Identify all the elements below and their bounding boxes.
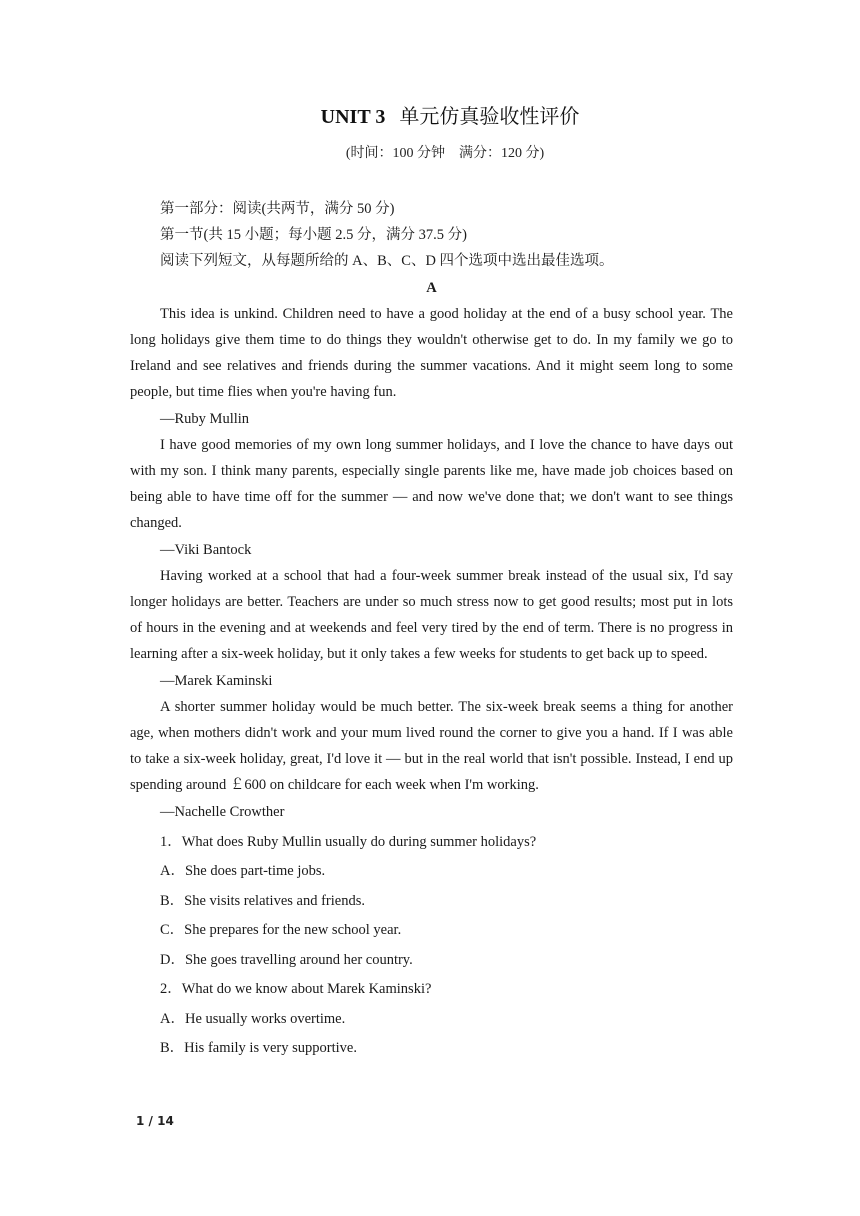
answer-option: A．He usually works overtime.: [160, 1010, 346, 1027]
passage-author: —Marek Kaminski: [160, 672, 273, 689]
part-heading: 第一部分：阅读(共两节，满分 50 分): [160, 201, 395, 217]
answer-option: A．She does part-time jobs.: [160, 863, 326, 880]
question-stem: 1．What does Ruby Mullin usually do during summer holidays?: [160, 833, 537, 850]
instruction: 阅读下列短文，从每题所给的 A、B、C、D 四个选项中选出最佳选项。: [160, 253, 614, 270]
exam-info: (时间：100 分钟 满分：120 分): [345, 146, 545, 161]
passage-paragraph: A shorter summer holiday would be much better. The six-week break seems a thing for another age, when mothers didn't work and your mum lived round the corner to give you a hand. If I was able to take a six-week holiday, great, I'd love it — but in the real world that isn't possible. Instead, I end up spending around ￡600 on childcare for each week when I'm working.: [130, 698, 733, 794]
question-stem: 2．What do we know about Marek Kaminski?: [160, 981, 432, 998]
passage-paragraph: I have good memories of my own long summer holidays, and I love the chance to have days out with my son. I think many parents, especially single parents like me, have made job choices based on being able to have time off for the summer — and now we've done that; we don't want to see things changed.: [130, 436, 733, 532]
section-heading: 第一节(共 15 小题；每小题 2.5 分，满分 37.5 分): [160, 227, 467, 244]
answer-option: B．She visits relatives and friends.: [160, 892, 365, 909]
passage-author: —Viki Bantock: [160, 541, 252, 558]
title-unit: UNIT 3: [320, 106, 386, 128]
answer-option: B．His family is very supportive.: [160, 1040, 357, 1057]
passage-author: —Nachelle Crowther: [160, 803, 285, 820]
title-chinese: 单元仿真验收性评价: [399, 106, 580, 128]
passage-paragraph: Having worked at a school that had a four-week summer break instead of the usual six, I'd say longer holidays are better. Teachers are under so much stress now to get good results; most put in lots of hours in the evening and at weekends and feel very tired by the end of term. There is no progress in learning after a six-week holiday, but it only takes a few weeks for students to get back up to speed.: [130, 567, 733, 663]
document-body: [130, 196, 733, 1064]
answer-option: D．She goes travelling around her country.: [160, 951, 413, 968]
page-number: 1 / 14: [136, 1114, 174, 1128]
passage-label: A: [426, 279, 437, 296]
passage-author: —Ruby Mullin: [160, 410, 250, 427]
passage-paragraph: This idea is unkind. Children need to have a good holiday at the end of a busy school year. The long holidays give them time to do things they wouldn't otherwise get to do. In my family we go to Ireland and see relatives and friends during the summer vacations. And it might seem long to some people, but time flies when you're having fun.: [130, 305, 733, 401]
page-title: [0, 104, 860, 130]
answer-option: C．She prepares for the new school year.: [160, 922, 402, 939]
